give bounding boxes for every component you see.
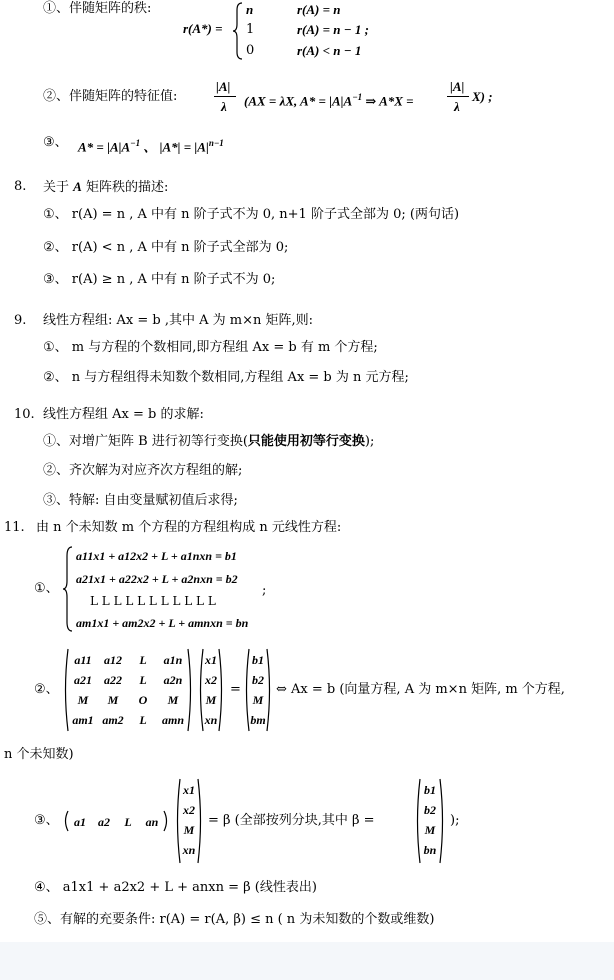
item11-s3-x-vector: [174, 778, 204, 864]
item9-title: 线性方程组: Ax = b ,其中 A 为 m×n 矩阵,则:: [43, 313, 313, 328]
item7-c3-label: ③、: [43, 135, 68, 150]
item7-c3-text-b: 、 |A*| = |A|: [140, 139, 209, 155]
matrix-cell: M: [183, 823, 195, 837]
item7-c2-frac-den: λ: [221, 99, 227, 114]
item11-s2-b-vector: [243, 648, 273, 732]
item11-s1-row-4: am1x1 + am2x2 + L + amnxn = bn: [76, 616, 249, 630]
matrix-cell: M: [107, 693, 119, 707]
item11-s2-tail: ⇔ Ax = b (向量方程, A 为 m×n 矩阵, m 个方程,: [276, 682, 565, 697]
matrix-cell: L: [139, 653, 147, 667]
item8-line-2: ②、 r(A) < n , A 中有 n 阶子式全部为 0;: [43, 240, 289, 255]
matrix-cell: M: [167, 693, 179, 707]
item7-c2-frac-num: |A|: [216, 79, 231, 94]
item11-s4: ④、 a1x1 + a2x2 + L + anxn = β (线性表出): [34, 880, 317, 895]
matrix-cell: b2: [424, 803, 436, 817]
matrix-cell: a2: [98, 815, 110, 829]
item11-s1-row-3: L L L L L L L L L L L: [90, 594, 216, 608]
matrix-cell: L: [139, 673, 147, 687]
matrix-cell: x2: [183, 803, 195, 817]
item11-s3-label: ③、: [34, 813, 59, 828]
matrix-cell: M: [205, 693, 217, 707]
item7-c2-frac2-bar: [447, 96, 469, 97]
matrix-cell: xn: [182, 843, 196, 857]
item11-s2-coeff-matrix: [62, 648, 194, 732]
matrix-cell: an: [145, 815, 159, 829]
item11-s2-label: ②、: [34, 682, 59, 697]
matrix-cell: a11: [74, 653, 92, 667]
matrix-cell: M: [77, 693, 89, 707]
matrix-cell: M: [424, 823, 436, 837]
item11-s2-tail-2: n 个未知数): [4, 747, 74, 762]
item7-case-val-3: 0: [246, 43, 255, 58]
matrix-cell: xn: [204, 713, 218, 727]
item7-c2-expr: [244, 88, 414, 110]
matrix-cell: L: [139, 713, 147, 727]
matrix-cell: x2: [205, 673, 217, 687]
matrix-cell: L: [124, 815, 132, 829]
item11-s3-tail: );: [450, 813, 460, 828]
matrix-cell: a1: [74, 815, 86, 829]
matrix-cell: a12: [104, 653, 122, 667]
item7-c2-text-b: ⇒ A*X =: [362, 93, 414, 109]
item10-line-1-a: ①、对增广矩阵 B 进行初等行变换(: [43, 434, 248, 449]
matrix-cell: b1: [252, 653, 264, 667]
item10-line-3: ③、特解: 自由变量赋初值后求得;: [43, 493, 238, 508]
item8-title: [43, 178, 168, 197]
item7-case-cond-1: r(A) = n: [297, 2, 341, 17]
item11-s1-row-2: a21x1 + a22x2 + L + a2nxn = b2: [76, 572, 238, 586]
matrix-cell: x1: [205, 653, 217, 667]
item7-c2-frac2-num: |A|: [450, 79, 465, 94]
item10-title: 线性方程组 Ax = b 的求解:: [43, 407, 204, 422]
item9-number: 9.: [14, 313, 27, 328]
matrix-cell: bm: [250, 713, 266, 727]
item11-s5: ⑤、有解的充要条件: r(A) = r(A, β) ≤ n ( n 为未知数的个数或维数): [34, 912, 435, 927]
item11-s3-b-vector: [414, 778, 446, 864]
item7-c1-label: ①、伴随矩阵的秩:: [43, 1, 152, 16]
item11-s1-label: ①、: [34, 581, 59, 596]
item7-c2-label: ②、伴随矩阵的特征值:: [43, 89, 178, 104]
item7-case-cond-3: r(A) < n − 1: [297, 43, 362, 58]
item7-c3-expr: [78, 134, 224, 156]
item10-line-1-bold: 只能使用初等行变换: [247, 434, 365, 449]
item8-line-3: ③、 r(A) ≥ n , A 中有 n 阶子式不为 0;: [43, 272, 276, 287]
item11-number: 11.: [4, 520, 25, 535]
item9-line-2: ②、 n 与方程组得未知数个数相同,方程组 Ax = b 为 n 元方程;: [43, 370, 409, 385]
item8-title-a: 关于: [43, 180, 74, 195]
matrix-cell: a22: [104, 673, 122, 687]
item11-s3-row-vector: [62, 810, 170, 832]
item11-s1-tail: ;: [262, 583, 267, 598]
item11-s1-row-1: a11x1 + a12x2 + L + a1nxn = b1: [76, 549, 237, 563]
item9-line-1: ①、 m 与方程的个数相同,即方程组 Ax = b 有 m 个方程;: [43, 340, 378, 355]
item7-c2-frac-bar: [214, 96, 236, 97]
item8-number: 8.: [14, 179, 27, 194]
matrix-cell: am2: [102, 713, 124, 727]
item11-s1-brace: [62, 546, 74, 632]
item8-title-b: 矩阵秩的描述:: [81, 180, 169, 195]
item7-c1-lhs: r(A*) =: [183, 21, 223, 36]
matrix-cell: a2n: [163, 673, 183, 687]
item8-title-var: A: [73, 179, 82, 194]
item10-number: 10.: [14, 407, 35, 422]
item10-line-2: ②、齐次解为对应齐次方程组的解;: [43, 463, 243, 478]
page-bottom-band: [0, 942, 614, 980]
item7-case-brace: [232, 2, 244, 60]
item7-c2-frac2-den: λ: [454, 99, 460, 114]
item7-c2-sup1: −1: [352, 92, 363, 102]
item7-case-val-2: 1: [246, 22, 255, 37]
matrix-cell: M: [252, 693, 264, 707]
matrix-cell: b2: [252, 673, 264, 687]
item11-title: 由 n 个未知数 m 个方程的方程组构成 n 元线性方程:: [36, 520, 342, 535]
item7-c2-text-a: (AX = λX, A* = |A|A: [244, 93, 353, 109]
matrix-cell: b1: [424, 783, 436, 797]
matrix-cell: a21: [74, 673, 92, 687]
matrix-cell: O: [138, 693, 148, 707]
item10-line-1: [43, 433, 374, 451]
matrix-cell: x1: [183, 783, 195, 797]
item7-c2-text-c: X) ;: [472, 89, 493, 104]
item10-line-1-b: );: [364, 434, 375, 449]
item7-case-cond-2: r(A) = n − 1 ;: [297, 22, 369, 37]
matrix-cell: am1: [72, 713, 94, 727]
item11-s2-eq: =: [230, 682, 241, 697]
item7-c3-sup2: n−1: [208, 138, 224, 148]
item11-s3-mid: = β (全部按列分块,其中 β =: [208, 813, 375, 828]
item8-line-1: ①、 r(A) = n , A 中有 n 阶子式不为 0, n+1 阶子式全部为 0; (两句话): [43, 207, 460, 222]
matrix-cell: amn: [161, 713, 184, 727]
matrix-cell: bn: [423, 843, 437, 857]
item11-s2-x-vector: [197, 648, 225, 732]
matrix-cell: a1n: [163, 653, 183, 667]
item7-c3-sup1: −1: [130, 138, 141, 148]
item7-c3-text-a: A* = |A|A: [78, 139, 131, 155]
item7-case-val-1: n: [246, 2, 254, 17]
